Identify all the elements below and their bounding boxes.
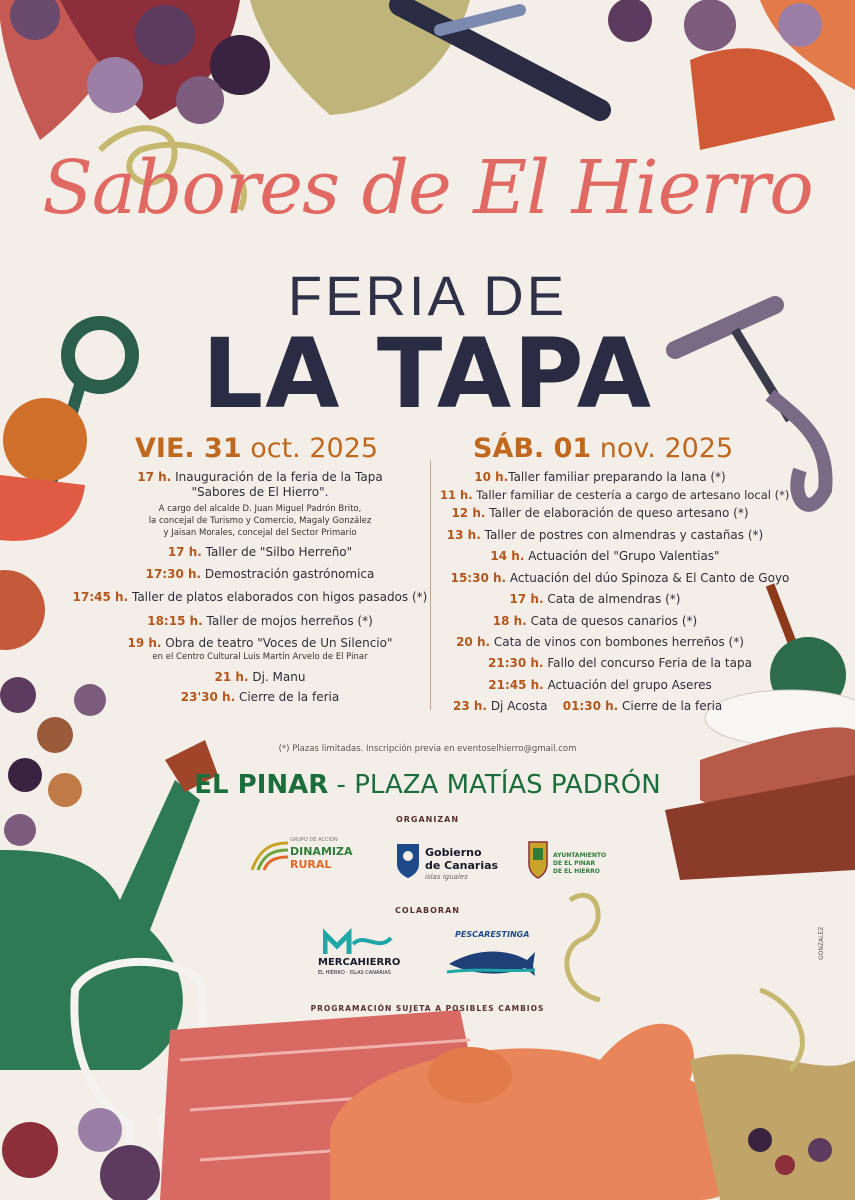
credit: GONZALEZ [818,926,825,960]
friday-event [45,590,455,604]
pesca-name: PESCARESTINGA [455,930,530,939]
grape [684,0,736,51]
event-time: 11 h. [440,488,473,502]
friday-event [120,470,400,484]
title-la-tapa: LA TAPA [201,318,654,430]
note-line: y Jaisan Morales, concejal del Sector Primario [163,528,357,538]
friday-event [90,567,430,581]
event-text: Dj Acosta [490,699,548,713]
dinamiza-line1: DINAMIZA [290,845,353,858]
event-time: 01:30 h. [562,699,619,713]
event-text: Taller de platos elaborados con higos pasados (*) [131,590,428,604]
saturday-event [453,699,753,713]
title-feria-de: FERIA DE [287,264,568,327]
event-text: Cata de quesos canarios (*) [530,614,698,628]
event-time: 19 h. [127,636,162,650]
event-time: 17 h. [509,592,544,606]
event-text: Demostración gastrónomica [204,567,375,581]
grape [135,5,195,65]
disclaimer: PROGRAMACIÓN SUJETA A POSIBLES CAMBIOS [310,1004,545,1013]
friday-event [100,545,420,559]
ayuntamiento-line2: DE EL PINAR [553,860,596,867]
ayuntamiento-line1: AYUNTAMIENTO [553,852,607,859]
note-line: la concejal de Turismo y Comercio, Magaly González [148,516,372,526]
colaboran-label: COLABORAN [395,906,460,915]
cork [428,1047,512,1103]
friday-event [100,670,420,684]
event-time: 21 h. [214,670,249,684]
event-time: 21:30 h. [488,656,544,670]
event-text: Taller familiar preparando la lana (*) [508,470,726,484]
grape [100,1145,160,1200]
event-text: "Sabores de El Hierro". [191,485,329,499]
ayuntamiento-line3: DE EL HIERRO [553,868,600,875]
dinamiza-line2: RURAL [290,858,332,871]
gobierno-line2: de Canarias [425,859,499,872]
coat-of-arms-icon [395,838,421,880]
dinamiza-icon [250,838,290,873]
event-time: 15:30 h. [450,571,507,585]
event-text: Taller de "Silbo Herreño" [205,545,353,559]
event-time: 18 h. [492,614,527,628]
merca-sub: EL HIERRO · ISLAS CANARIAS [318,970,391,976]
friday-month: oct. [250,433,301,464]
saturday-event [440,488,800,502]
event-text: Fallo del concurso Feria de la tapa [547,656,752,670]
gobierno-tagline: islas iguales [425,873,468,881]
friday-day: VIE. 31 [135,433,242,464]
gobierno-line1: Gobierno [425,846,482,859]
note-line: A cargo del alcalde D. Juan Miguel Padrón Brito, [158,504,362,514]
saturday-year: 2025 [664,433,734,464]
event-time: 20 h. [456,635,491,649]
grape [748,1128,772,1152]
saturday-day: SÁB. 01 [473,433,592,464]
tomato-slice [0,475,85,541]
venue-square: PLAZA MATÍAS PADRÓN [354,770,661,800]
event-time: 23 h. [453,699,487,713]
pescarestinga-logo [445,928,540,980]
saturday-event [445,528,765,542]
toothpick [770,585,795,650]
venue-place: EL PINAR [194,770,329,800]
event-text: Actuación del dúo Spinoza & El Canto de Goyo [509,571,790,585]
saturday-month: nov. [599,433,656,464]
grape [2,1122,58,1178]
footnote: (*) Plazas limitadas. Inscripción previa en eventoselhierro@gmail.com [278,744,577,754]
saturday-event [450,678,750,692]
fish-icon [445,942,537,978]
column-divider [430,460,431,710]
grape [0,677,36,713]
mercahierro-logo [318,928,428,978]
inauguration-note [110,503,410,539]
event-time: 17:45 h. [72,590,129,604]
event-time: 17 h. [167,545,202,559]
ayuntamiento-logo [527,838,637,888]
saturday-event [450,470,750,484]
saturday-event [450,506,750,520]
event-text: Taller familiar de cestería a cargo de artesano local (*) [476,488,790,502]
event-time: 23'30 h. [180,690,236,704]
grape [608,0,652,42]
event-time: 13 h. [446,528,481,542]
friday-heading [135,433,378,464]
event-text: Dj. Manu [252,670,306,684]
event-text: Cata de vinos con bombones herreños (*) [493,635,744,649]
saturday-event [450,592,740,606]
grape [775,1155,795,1175]
olive-left [0,570,45,650]
grape [778,3,822,47]
event-text: Inauguración de la feria de la Tapa [175,470,383,484]
event-text: Cierre de la feria [238,690,340,704]
event-text: Actuación del grupo Aseres [547,678,712,692]
event-text: Cata de almendras (*) [547,592,681,606]
dinamiza-logo [250,835,370,880]
saturday-event [450,549,760,563]
saturday-heading [473,433,733,464]
event-time: 17:30 h. [145,567,202,581]
event-time: 18:15 h. [147,614,203,628]
dinamiza-top: GRUPO DE ACCIÓN [290,837,338,843]
saturday-event [450,571,790,585]
venue-separator: - [336,770,346,800]
friday-year: 2025 [309,433,379,464]
event-time: 17 h. [137,470,172,484]
grape [87,57,143,113]
grape [176,76,224,124]
event-text: Obra de teatro "Voces de Un Silencio" [165,636,393,650]
event-time: 12 h. [451,506,486,520]
event-time: 21:45 h. [488,678,544,692]
merca-name: MERCAHIERRO [318,957,401,968]
venue [0,770,855,800]
organizan-label: ORGANIZAN [395,815,460,824]
grape [808,1138,832,1162]
merca-wave-icon [323,928,393,956]
saturday-event [445,635,755,649]
friday-event [100,614,420,628]
event-text: Taller de mojos herreños (*) [206,614,373,628]
grape [78,1108,122,1152]
event-text: Actuación del "Grupo Valentias" [528,549,720,563]
friday-event [100,690,420,704]
friday-event [120,485,400,499]
saturday-event [450,614,740,628]
theatre-note: en el Centro Cultural Luis Martín Arvelo de El Pinar [152,652,368,662]
event-text: Cierre de la feria [622,699,723,713]
event-time: 14 h. [490,549,525,563]
crest-icon [527,838,549,880]
gobierno-logo [395,838,505,888]
friday-event [90,636,430,650]
saturday-event [470,656,770,670]
script-title: Sabores de El Hierro [42,145,813,231]
event-text: Taller de elaboración de queso artesano (*) [489,506,749,520]
event-time: 10 h. [474,470,509,484]
event-text: Taller de postres con almendras y castañas (*) [484,528,764,542]
